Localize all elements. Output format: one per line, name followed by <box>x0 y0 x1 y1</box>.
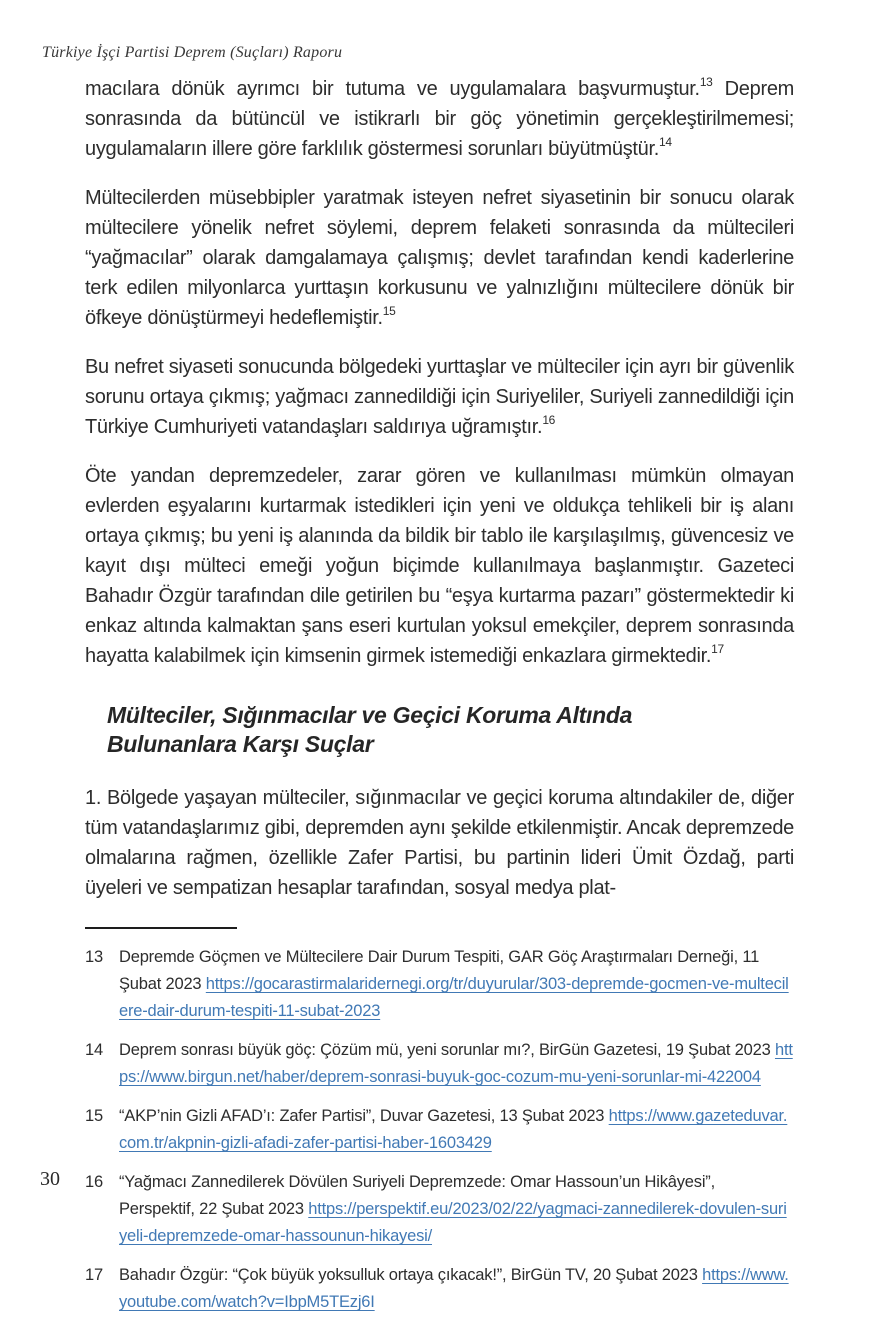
section-heading <box>107 701 794 759</box>
footnote-number: 14 <box>85 1041 103 1059</box>
footnote-text: “AKP’nin Gizli AFAD’ı: Zafer Partisi”, Duvar Gazetesi, 13 Şubat 2023 https://www.gazeteduvar.com.tr/akpnin-gizli-afadi-zafer-partisi-haber-1603429 <box>119 1107 788 1152</box>
footnote-link[interactable]: https://www.birgun.net/haber/deprem-sonrasi-buyuk-goc-cozum-mu-yeni-sorunlar-mi-422004 <box>119 1041 793 1086</box>
footnotes <box>85 944 794 1316</box>
body-paragraphs-after <box>85 783 794 903</box>
footnote-ref: 17 <box>711 642 724 657</box>
footnote-number: 16 <box>85 1173 103 1191</box>
page-content <box>85 74 794 1328</box>
footnote-number: 17 <box>85 1266 103 1284</box>
footnote-link[interactable]: https://perspektif.eu/2023/02/22/yagmaci-zannedilerek-dovulen-suriyeli-depremzede-omar-hassounun-hikayesi/ <box>119 1200 787 1245</box>
footnote <box>85 1169 794 1250</box>
body-paragraph: macılara dönük ayrımcı bir tutuma ve uygulamalara başvurmuştur.$^{13}$ Deprem sonrasında da bütüncül ve istikrarlı bir göç yönetimin gerçekleştirilmemesi; uygulamaların illere göre farklılık göstermesi sorunları büyütmüştür.$^{14}$ <box>85 75 794 160</box>
footnote <box>85 1103 794 1157</box>
footnote-text: Bahadır Özgür: “Çok büyük yoksulluk ortaya çıkacak!”, BirGün TV, 20 Şubat 2023 https://www.youtube.com/watch?v=IbpM5TEzj6I <box>119 1266 789 1311</box>
body-paragraphs <box>85 74 794 671</box>
body-paragraph: Bu nefret siyaseti sonucunda bölgedeki yurttaşlar ve mülteciler için ayrı bir güvenlik sorunu ortaya çıkmış; yağmacı zannedildiği için Suriyeliler, Suriyeli zannedildiği için Türkiye Cumhuriyeti vatandaşları saldırıya uğramıştır.$^{16}$ <box>85 356 795 438</box>
footnote-number: 13 <box>85 948 103 966</box>
body-paragraph: Mültecilerden müsebbipler yaratmak isteyen nefret siyasetinin bir sonucu olarak mültecilere yönelik nefret söylemi, deprem felaketi sonrasında da mültecileri “yağmacılar” olarak damgalamaya çalışmış; devlet tarafından kendi kaderlerine terk edilen milyonlarca yurttaşın korkusunu ve yalnızlığını mültecilere dönük bir öfkeye dönüştürmeyi hedeflemiştir.$^{15}$ <box>85 187 794 329</box>
footnote-number: 15 <box>85 1107 103 1125</box>
section-heading-line: Bulunanlara Karşı Suçlar <box>107 731 374 757</box>
body-paragraph: 1. Bölgede yaşayan mülteciler, sığınmacılar ve geçici koruma altındakiler de, diğer tüm vatandaşlarımız gibi, depremden aynı şekilde etkilenmiştir. Ancak depremzede olmalarına rağmen, özellikle Zafer Partisi, bu partinin lideri Ümit Özdağ, parti üyeleri ve sempatizan hesaplar tarafından, sosyal medya plat- <box>85 787 794 899</box>
footnote-text: Depremde Göçmen ve Mültecilere Dair Durum Tespiti, GAR Göç Araştırmaları Derneği, 11 Şubat 2023 https://gocarastirmalaridernegi.org/tr/duyurular/303-depremde-gocmen-ve-multecilere-dair-durum-tespiti-11-subat-2023 <box>119 948 789 1020</box>
section-heading-line: Mülteciler, Sığınmacılar ve Geçici Koruma Altında <box>107 702 633 728</box>
page-number: 30 <box>40 1168 60 1190</box>
footnote-ref: 16 <box>542 413 556 428</box>
footnote <box>85 1037 794 1091</box>
footnote <box>85 944 794 1025</box>
footnote-link[interactable]: https://www.youtube.com/watch?v=IbpM5TEzj6I <box>119 1266 789 1311</box>
body-paragraph: Öte yandan depremzedeler, zarar gören ve kullanılması mümkün olmayan evlerden eşyalarını kurtarmak istedikleri için yeni ve oldukça tehlikeli bir iş alanı ortaya çıkmış; bu yeni iş alanında da bildik bir tablo ile karşılaşılmış, güvencesiz ve kayıt dışı mülteci emeği yoğun biçimde kullanılmaya başlanmıştır. Gazeteci Bahadır Özgür tarafından dile getirilen bu “eşya kurtarma pazarı” göstermektedir ki enkaz altında kalmaktan şans eseri kurtulan yoksul emekçiler, deprem sonrasında hayatta kalabilmek için kimsenin girmek istemediği enkazlara girmektedir.$^{17}$ <box>85 465 794 667</box>
footnote-ref: 13 <box>699 75 713 90</box>
footnote-text: Deprem sonrası büyük göç: Çözüm mü, yeni sorunlar mı?, BirGün Gazetesi, 19 Şubat 2023 https://www.birgun.net/haber/deprem-sonrasi-buyuk-goc-cozum-mu-yeni-sorunlar-mi-422004 <box>119 1041 793 1086</box>
running-header: Türkiye İşçi Partisi Deprem (Suçları) Raporu <box>42 44 343 61</box>
footnote-ref: 14 <box>659 135 672 150</box>
footnote <box>85 1262 794 1316</box>
footnote-text: “Yağmacı Zannedilerek Dövülen Suriyeli Depremzede: Omar Hassoun’un Hikâyesi”, Perspektif, 22 Şubat 2023 https://perspektif.eu/2023/02/22/yagmaci-zannedilerek-dovulen-suriyeli-depremzede-omar-hassounun-hikayesi/ <box>119 1173 787 1245</box>
footnote-link[interactable]: https://www.gazeteduvar.com.tr/akpnin-gizli-afadi-zafer-partisi-haber-1603429 <box>119 1107 788 1152</box>
footnote-ref: 15 <box>382 304 396 319</box>
footnote-divider <box>85 927 237 929</box>
footnote-link[interactable]: https://gocarastirmalaridernegi.org/tr/duyurular/303-depremde-gocmen-ve-multecilere-dair-durum-tespiti-11-subat-2023 <box>119 975 789 1020</box>
